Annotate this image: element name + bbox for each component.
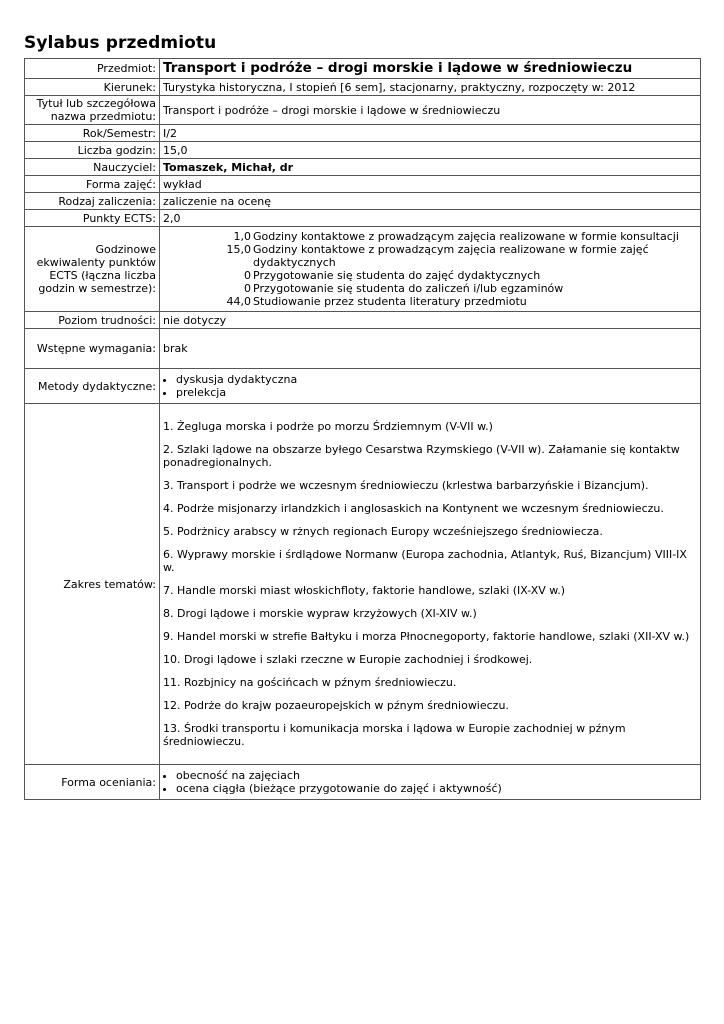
list-item: 8. Drogi lądowe i morskie wypraw krzyżowych (XI-XIV w.) (163, 607, 477, 620)
label-godziny: Liczba godzin: (25, 142, 160, 159)
list-item: 13. Środki transportu i komunikacja morska i lądowa w Europie zachodniej w pźnym średniowieczu. (163, 722, 626, 748)
label-kierunek: Kierunek: (25, 79, 160, 96)
value-poziom: nie dotyczy (160, 312, 701, 329)
row-zakres (25, 404, 701, 765)
list-item: 3. Transport i podrże we wczesnym średniowieczu (krlestwa barbarzyńskie i Bizancjum). (163, 479, 649, 492)
list-item: 2. Szlaki lądowe na obszarze byłego Cesarstwa Rzymskiego (V-VII w). Załamanie się kontaktw ponadregionalnych. (163, 443, 680, 469)
list-item: • obecność na zajęciach (176, 769, 697, 782)
label-ekwiwalent: Godzinowe ekwiwalenty punktów ECTS (łączna liczba godzin w semestrze): (25, 227, 160, 312)
value-ocena (160, 765, 701, 800)
row-tytul (25, 96, 701, 125)
value-godziny: 15,0 (160, 142, 701, 159)
list-item: 4. Podrże misjonarzy irlandzkich i anglosaskich na Kontynent we wczesnym średniowieczu. (163, 502, 664, 515)
label-tytul: Tytuł lub szczegółowa nazwa przedmiotu: (25, 96, 160, 125)
hours-description: Godziny kontaktowe z prowadzącym zajęcia realizowane w formie zajęć dydaktycznych (253, 243, 649, 269)
value-kierunek: Turystyka historyczna, I stopień [6 sem], stacjonarny, praktyczny, rozpoczęty w: 2012 (160, 79, 701, 96)
label-zaliczenie: Rodzaj zaliczenia: (25, 193, 160, 210)
list-item: 6. Wyprawy morskie i śrdlądowe Normanw (Europa zachodnia, Atlantyk, Ruś, Bizancjum) VIII-IX w. (163, 548, 687, 574)
row-kierunek (25, 79, 701, 96)
methods-list (163, 373, 697, 399)
hours-value: 44,0 (226, 295, 251, 308)
row-nauczyciel (25, 159, 701, 176)
label-metody: Metody dydaktyczne: (25, 369, 160, 404)
list-item: • ocena ciągła (bieżące przygotowanie do zajęć i aktywność) (176, 782, 697, 795)
list-item: 11. Rozbjnicy na gościńcach w pźnym średniowieczu. (163, 676, 457, 689)
hours-description: Studiowanie przez studenta literatury przedmiotu (253, 295, 527, 308)
label-poziom: Poziom trudności: (25, 312, 160, 329)
list-item: 9. Handel morski w strefie Bałtyku i morza Płnocnegoporty, faktorie handlowe, szlaki (XII-XV w.) (163, 630, 690, 643)
list-item: 5. Podrżnicy arabscy w rżnych regionach Europy wcześniejszego średniowiecza. (163, 525, 603, 538)
row-przedmiot (25, 59, 701, 79)
value-przedmiot: Transport i podróże – drogi morskie i lądowe w średniowieczu (160, 59, 701, 79)
list-item: 7. Handle morski miast włoskichfloty, faktorie handlowe, szlaki (IX-XV w.) (163, 584, 566, 597)
value-ects: 2,0 (160, 210, 701, 227)
value-metody (160, 369, 701, 404)
value-ekwiwalent (160, 227, 701, 312)
label-wymagania: Wstępne wymagania: (25, 329, 160, 369)
row-forma (25, 176, 701, 193)
hours-description: Przygotowanie się studenta do zajęć dydaktycznych (253, 269, 541, 282)
row-zaliczenie (25, 193, 701, 210)
value-zaliczenie: zaliczenie na ocenę (160, 193, 701, 210)
list-item: 1. Żegluga morska i podrże po morzu Śrdziemnym (V-VII w.) (163, 420, 493, 433)
value-tytul: Transport i podróże – drogi morskie i lądowe w średniowieczu (160, 96, 701, 125)
label-zakres: Zakres tematów: (25, 404, 160, 765)
hours-description: Godziny kontaktowe z prowadzącym zajęcia realizowane w formie konsultacji (253, 230, 679, 243)
hours-value: 1,0 (233, 230, 251, 243)
hours-value: 15,0 (226, 243, 251, 256)
row-godziny (25, 142, 701, 159)
row-rok (25, 125, 701, 142)
value-zakres (160, 404, 701, 765)
assessment-list (163, 769, 697, 795)
value-rok: I/2 (160, 125, 701, 142)
label-ects: Punkty ECTS: (25, 210, 160, 227)
topics-list (163, 414, 697, 754)
hours-value: 0 (244, 269, 251, 282)
label-ocena: Forma oceniania: (25, 765, 160, 800)
label-rok: Rok/Semestr: (25, 125, 160, 142)
syllabus-table (24, 58, 701, 800)
row-poziom (25, 312, 701, 329)
row-metody (25, 369, 701, 404)
label-nauczyciel: Nauczyciel: (25, 159, 160, 176)
label-forma: Forma zajęć: (25, 176, 160, 193)
row-ekwiwalent (25, 227, 701, 312)
list-item: • prelekcja (176, 386, 697, 399)
list-item: 10. Drogi lądowe i szlaki rzeczne w Europie zachodniej i środkowej. (163, 653, 533, 666)
list-item: • dyskusja dydaktyczna (176, 373, 697, 386)
label-przedmiot: Przedmiot: (25, 59, 160, 79)
hours-value: 0 (244, 282, 251, 295)
value-wymagania: brak (160, 329, 701, 369)
value-forma: wykład (160, 176, 701, 193)
list-item: 12. Podrże do krajw pozaeuropejskich w pźnym średniowieczu. (163, 699, 509, 712)
page-title: Sylabus przedmiotu (24, 33, 217, 53)
ects-hours-list (163, 228, 697, 310)
row-ects (25, 210, 701, 227)
value-nauczyciel: Tomaszek, Michał, dr (160, 159, 701, 176)
row-wymagania (25, 329, 701, 369)
row-ocena (25, 765, 701, 800)
hours-description: Przygotowanie się studenta do zaliczeń i/lub egzaminów (253, 282, 564, 295)
